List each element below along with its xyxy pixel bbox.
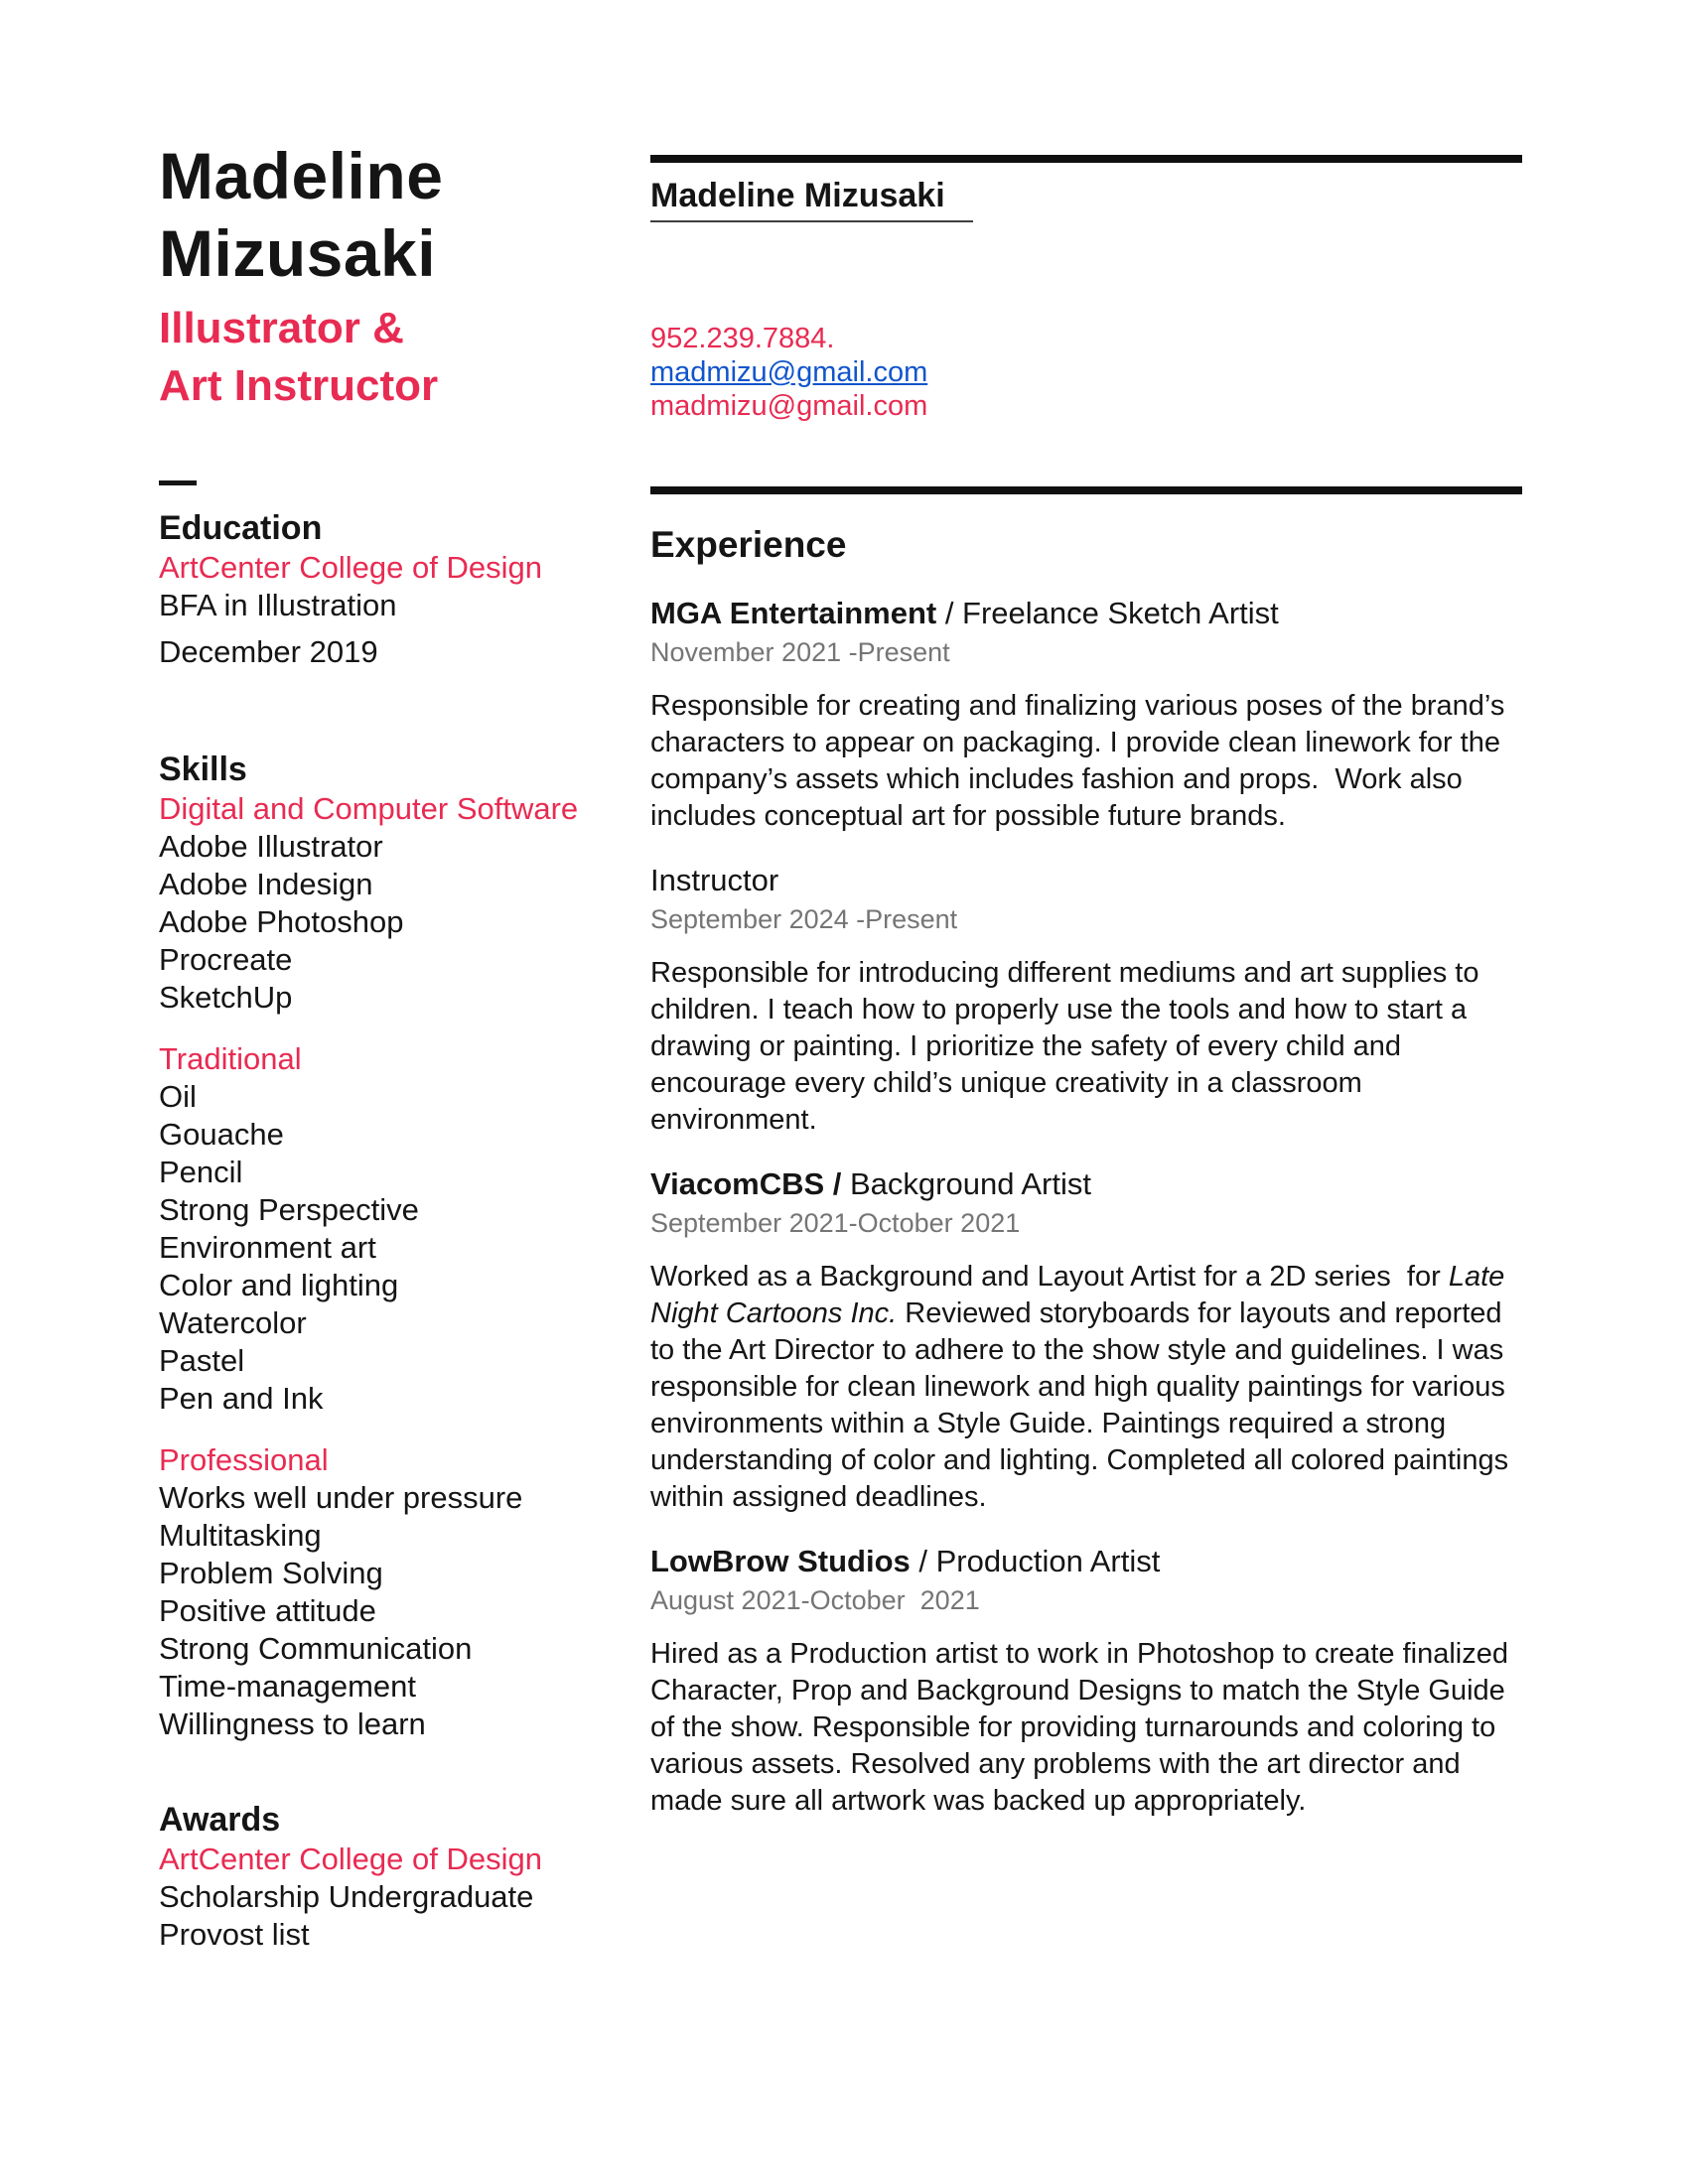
entry-description: Hired as a Production artist to work in Photoshop to create finalized Character, Prop and Background Designs to match the Style Guide of the show. Responsible for providing turnarounds and coloring to various assets. Resolved any problems with the art director and made sure all artwork was backed up appropriately. [650, 1638, 1509, 1817]
education-degree: BFA in Illustration [159, 588, 397, 622]
skill-group-professional [159, 1441, 635, 1743]
skill-item: Works well under pressure [159, 1480, 523, 1515]
entry-title [650, 1164, 1522, 1204]
skill-item: SketchUp [159, 980, 293, 1015]
experience-entry-instructor [650, 861, 1522, 1139]
candidate-title-line1: Illustrator & [159, 304, 404, 352]
left-column [159, 137, 635, 1954]
entry-title [650, 594, 1522, 633]
education-heading: Education [159, 509, 323, 547]
skill-group-digital-list [159, 828, 635, 1017]
education-date: December 2019 [159, 634, 378, 669]
skill-group-digital [159, 790, 635, 1017]
awards-list [159, 1878, 635, 1954]
entry-description: Responsible for creating and finalizing various poses of the brand’s characters to appear on packaging. I provide clean linework for the company’s assets which includes fashion and props. Work also includes conceptual art for possible future brands. [650, 690, 1505, 832]
section-divider-dash [159, 480, 197, 485]
experience-entry-lowbrow [650, 1542, 1522, 1820]
skill-item: Environment art [159, 1230, 376, 1265]
entry-role: / Freelance Sketch Artist [936, 596, 1279, 630]
awards-section [159, 1799, 635, 1954]
skill-group-professional-label: Professional [159, 1442, 329, 1477]
entry-dates: September 2024 -Present [650, 904, 958, 934]
skill-item: Willingness to learn [159, 1706, 426, 1741]
skill-item: Pen and Ink [159, 1381, 324, 1416]
skill-item: Pastel [159, 1343, 245, 1378]
skills-heading: Skills [159, 751, 247, 788]
skill-group-traditional-list [159, 1078, 635, 1418]
entry-description-italic-text: Late Night Cartoons Inc. [650, 1261, 1505, 1329]
candidate-name-line1: Madeline [159, 139, 444, 212]
skill-item: Strong Perspective [159, 1192, 419, 1227]
skill-item: Watercolor [159, 1305, 307, 1340]
skill-item: Oil [159, 1079, 197, 1114]
entry-company: MGA Entertainment [650, 596, 937, 630]
candidate-title-line2: Art Instructor [159, 361, 439, 410]
award-item: Provost list [159, 1917, 310, 1952]
entry-company: LowBrow Studios [650, 1544, 911, 1578]
skill-item: Pencil [159, 1155, 243, 1189]
entry-description-text: Reviewed storyboards for layouts and reported to the Art Director to adhere to the show style and guidelines. I was responsible for clean linework and high quality paintings for various environments within a Style Guide. Paintings required a strong understanding of color and lighting. Completed all colored paintings within assigned deadlines. [650, 1297, 1509, 1513]
skill-item: Strong Communication [159, 1631, 473, 1666]
education-school: ArtCenter College of Design [159, 550, 542, 585]
header-name: Madeline Mizusaki [650, 175, 973, 222]
entry-role: / Production Artist [910, 1544, 1161, 1578]
skill-item: Adobe Illustrator [159, 829, 383, 864]
entry-dates: November 2021 -Present [650, 637, 950, 667]
skill-item: Positive attitude [159, 1593, 376, 1628]
experience-entry-mga [650, 594, 1522, 835]
top-rule [650, 155, 1522, 163]
skills-section [159, 749, 635, 1743]
right-column [650, 155, 1522, 1820]
skill-item: Problem Solving [159, 1556, 383, 1590]
entry-title [650, 1542, 1522, 1581]
awards-heading: Awards [159, 1801, 281, 1839]
skill-item: Adobe Indesign [159, 867, 373, 901]
skill-item: Time-management [159, 1669, 417, 1704]
skill-item: Color and lighting [159, 1268, 399, 1302]
middle-rule [650, 486, 1522, 494]
candidate-name [159, 137, 635, 292]
entry-title [650, 861, 1522, 900]
experience-heading: Experience [650, 524, 847, 565]
skill-item: Procreate [159, 942, 293, 977]
experience-entry-viacomcbs [650, 1164, 1522, 1516]
entry-company: ViacomCBS / [650, 1166, 842, 1201]
contact-email-alt: madmizu@gmail.com [650, 390, 928, 422]
candidate-name-line2: Mizusaki [159, 216, 437, 290]
education-section [159, 507, 635, 671]
entry-description-text: Worked as a Background and Layout Artist for a 2D series for [650, 1261, 1449, 1293]
skill-group-traditional-label: Traditional [159, 1041, 302, 1076]
entry-dates: September 2021-October 2021 [650, 1208, 1021, 1238]
skill-item: Adobe Photoshop [159, 904, 404, 939]
award-item: Scholarship Undergraduate [159, 1879, 534, 1914]
candidate-title [159, 300, 635, 415]
skill-group-digital-label: Digital and Computer Software [159, 791, 579, 826]
skill-item: Multitasking [159, 1518, 322, 1553]
entry-role: Background Artist [841, 1166, 1091, 1201]
skill-group-professional-list [159, 1479, 635, 1743]
contact-block [650, 322, 1522, 423]
contact-phone: 952.239.7884. [650, 323, 835, 354]
entry-description: Responsible for introducing different mediums and art supplies to children. I teach how to properly use the tools and how to start a drawing or painting. I prioritize the safety of every child and encourage every child’s unique creativity in a classroom environment. [650, 957, 1479, 1136]
skill-item: Gouache [159, 1117, 284, 1152]
entry-role: Instructor [650, 863, 779, 897]
contact-email-link[interactable]: madmizu@gmail.com [650, 356, 928, 388]
skill-group-traditional [159, 1040, 635, 1418]
entry-dates: August 2021-October 2021 [650, 1585, 980, 1615]
awards-org: ArtCenter College of Design [159, 1842, 542, 1876]
entry-description [650, 1259, 1522, 1516]
